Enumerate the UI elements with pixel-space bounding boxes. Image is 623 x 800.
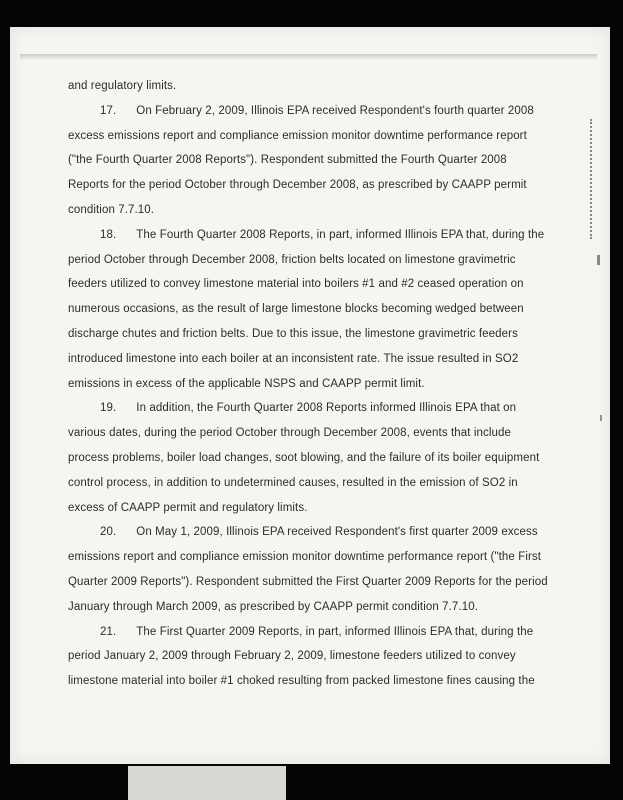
paragraph xyxy=(68,620,550,694)
document-body xyxy=(68,74,550,694)
scan-artifact-speck xyxy=(600,415,602,421)
paragraph xyxy=(68,99,550,223)
scan-edge-shadow xyxy=(20,54,597,60)
paragraph xyxy=(68,396,550,520)
paragraph-text: In addition, the Fourth Quarter 2008 Reports informed Illinois EPA that on various dates, during the period October through December 2008, events that include process problems, boiler load changes, soot blowing, and the failure of its boiler equipment control process, in addition to undetermined causes, resulted in the emission of SO2 in excess of CAAPP permit and regulatory limits. xyxy=(68,402,540,514)
scan-artifact-dotted-line xyxy=(590,119,592,239)
paragraph xyxy=(68,223,550,397)
paper-area xyxy=(10,27,610,764)
continuation-line xyxy=(68,74,550,99)
paragraph-text: On May 1, 2009, Illinois EPA received Respondent's first quarter 2009 excess emissions report and compliance emission monitor downtime performance report ("the First Quarter 2009 Reports"). Respondent submitted the First Quarter 2009 Reports for the period January through March 2009, as prescribed by CAAPP permit condition 7.7.10. xyxy=(68,526,548,613)
paragraph-text: On February 2, 2009, Illinois EPA received Respondent's fourth quarter 2008 excess emissions report and compliance emission monitor downtime performance report ("the Fourth Quarter 2008 Reports"). Respondent submitted the Fourth Quarter 2008 Reports for the period October through December 2008, as prescribed by CAAPP permit condition 7.7.10. xyxy=(68,104,534,216)
paragraph-text: The First Quarter 2009 Reports, in part, informed Illinois EPA that, during the period January 2, 2009 through February 2, 2009, limestone feeders utilized to convey limestone material into boiler #1 choked resulting from packed limestone fines causing the xyxy=(68,625,535,688)
paragraph-number: 20. xyxy=(100,526,117,539)
paragraph-text: The Fourth Quarter 2008 Reports, in part, informed Illinois EPA that, during the period October through December 2008, friction belts located on limestone gravimetric feeders utilized to convey limestone material into boilers #1 and #2 ceased operation on numerous occasions, as the result of large limestone blocks becoming wedged between discharge chutes and friction belts. Due to this issue, the limestone gravimetric feeders introduced limestone into each boiler at an inconsistent rate. The issue resulted in SO2 emissions in excess of the applicable NSPS and CAAPP permit limit. xyxy=(68,228,545,390)
paragraph-number: 18. xyxy=(100,228,117,241)
continuation-text: and regulatory limits. xyxy=(68,80,177,92)
paragraph-number: 19. xyxy=(100,402,117,415)
paragraph-number: 17. xyxy=(100,104,117,117)
paragraph xyxy=(68,520,550,619)
scan-bottom-notch xyxy=(128,766,286,800)
scan-artifact-speck xyxy=(597,255,600,265)
paragraph-number: 21. xyxy=(100,625,117,638)
